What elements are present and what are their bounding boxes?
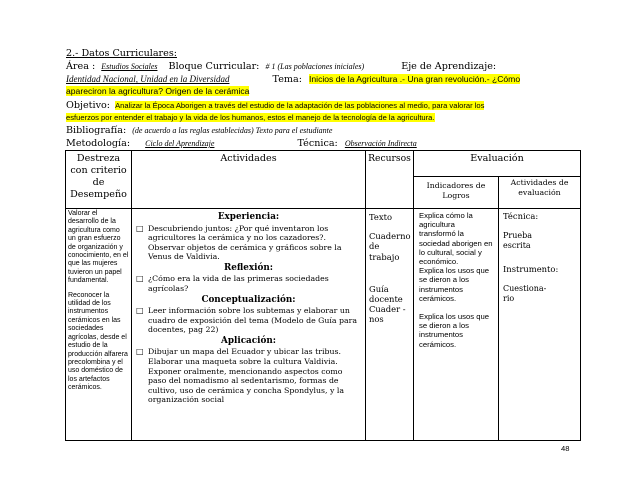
header-objetivo-row xyxy=(66,100,484,111)
reflexion-item xyxy=(136,274,361,293)
col-header-recursos: Recursos xyxy=(366,151,414,209)
header-objetivo-line2 xyxy=(66,112,435,123)
col-header-actividades: Actividades xyxy=(132,151,366,209)
reflexion-text: ¿Cómo era la vida de las primeras sociedades agrícolas? xyxy=(148,274,329,293)
header-area-row xyxy=(66,61,496,72)
tecnica-label: Técnica: xyxy=(297,138,338,149)
indicador-1: Explica cómo la agricultura transformó la sociedad aborigen en lo cultural, social y económico. xyxy=(419,211,493,267)
bibliografia-value: (de acuerdo a las reglas establecidas) Texto para el estudiante xyxy=(132,126,333,135)
metodologia-value: Ciclo del Aprendizaje xyxy=(145,139,215,148)
experiencia-text: Descubriendo juntos: ¿Por qué inventaron los agricultores la cerámica y no los cazadores?. Observar objetos de cerámica y gráficos sobre la Venus de Valdivia. xyxy=(148,223,342,262)
recursos-cell xyxy=(366,209,414,441)
metodologia-label: Metodología: xyxy=(66,138,131,149)
objetivo-line2: esfuerzos por entender el trabajo y la vida de los humanos, estos el manejo de la tecnología de la agricultura. xyxy=(66,113,435,122)
recurso-guia: Guía docente xyxy=(369,283,403,305)
tema-label: Tema: xyxy=(272,74,302,85)
conceptualizacion-title: Conceptualización: xyxy=(201,294,296,305)
destreza-text-2: Reconocer la utilidad de los instrumentos cerámicos en las sociedades agrícolas, desde el estudio de la producción alfarera precolombina y el uso doméstico de los artefactos cerámicos. xyxy=(68,291,128,392)
bloque-label: Bloque Curricular: xyxy=(168,61,260,72)
tecnica-value: Observación Indirecta xyxy=(344,139,417,148)
eval-tecnica-label: Técnica: xyxy=(503,211,539,221)
reflexion-title: Reflexión: xyxy=(224,262,273,273)
planning-table xyxy=(65,150,581,441)
eje-label: Eje de Aprendizaje: xyxy=(401,61,497,72)
conceptualizacion-item xyxy=(136,306,361,335)
bullet-icon: □ xyxy=(136,274,144,284)
col-header-actividades-evaluacion: Actividades de evaluación xyxy=(499,177,581,209)
indicadores-cell xyxy=(414,209,499,441)
col-header-destreza: Destreza con criterio de Desempeño xyxy=(66,151,132,209)
header-section-title: 2.- Datos Curriculares: xyxy=(66,48,177,59)
header-metodologia-row xyxy=(66,138,417,149)
area-value: Estudios Sociales xyxy=(101,62,158,71)
aplicacion-title: Aplicación: xyxy=(221,335,276,346)
destreza-cell xyxy=(66,209,132,441)
objetivo-label: Objetivo: xyxy=(66,100,111,111)
destreza-text-1: Valorar el desarrollo de la agricultura como un gran esfuerzo de organización y conocimiento, en el que las mujeres tuvieron un papel fundamental. xyxy=(68,210,129,285)
tema-value-line1: Inicios de la Agricultura .- Una gran revolución.- ¿Cómo xyxy=(309,74,521,84)
aplicacion-text: Dibujar un mapa del Ecuador y ubicar las tribus. Elaborar una maqueta sobre la cultura Valdivia. Exponer oralmente, mencionando aspectos como paso del nomadismo al sedentarismo, formas de cultivo, uso de cerámica y concha Spondylus, y la organización social xyxy=(148,347,345,405)
conceptualizacion-text: Leer información sobre los subtemas y elaborar un cuadro de exposición del tema (Modelo de Guía para docentes, pag 22) xyxy=(148,306,358,335)
recurso-texto: Texto xyxy=(369,212,393,222)
eval-instrumento-value: Cuestiona- rio xyxy=(503,283,547,304)
recurso-cuaderno: Cuaderno de trabajo xyxy=(369,231,411,262)
header-tema-line2 xyxy=(66,86,249,97)
actividades-evaluacion-cell xyxy=(499,209,581,441)
col-header-evaluacion: Evaluación xyxy=(414,151,581,177)
header-bibliografia-row xyxy=(66,125,332,136)
objetivo-line1: Analizar la Época Aborigen a través del estudio de la adaptación de las poblaciones al medio, para valorar los xyxy=(115,101,485,110)
eje-value: Identidad Nacional, Unidad en la Diversidad xyxy=(66,74,230,84)
bullet-icon: □ xyxy=(136,223,144,233)
eval-instrumento-label: Instrumento: xyxy=(503,263,559,274)
page-number: 48 xyxy=(561,444,570,453)
indicador-2: Explica los usos que se dieron a los instrumentos cerámicos. xyxy=(419,266,490,303)
aplicacion-item xyxy=(136,347,361,405)
bullet-icon: □ xyxy=(136,306,144,316)
bloque-value: # 1 (Las poblaciones iniciales) xyxy=(265,62,365,71)
actividades-cell xyxy=(132,209,366,441)
eval-tecnica-value: Prueba escrita xyxy=(503,231,532,251)
bibliografia-label: Bibliografía: xyxy=(66,125,127,136)
recurso-cuadernos: Cuader - nos xyxy=(369,304,406,325)
experiencia-title: Experiencia: xyxy=(217,212,280,222)
col-header-indicadores: Indicadores de Logros xyxy=(414,177,499,209)
header-eje-row xyxy=(66,74,520,85)
indicador-3: Explica los usos que se dieron a los instrumentos cerámicos. xyxy=(419,312,490,349)
experiencia-item xyxy=(136,224,361,262)
bullet-icon: □ xyxy=(136,347,144,357)
tema-value-line2: apareciron la agricultura? Origen de la cerámica xyxy=(66,86,250,96)
area-label: Área : xyxy=(66,61,96,72)
